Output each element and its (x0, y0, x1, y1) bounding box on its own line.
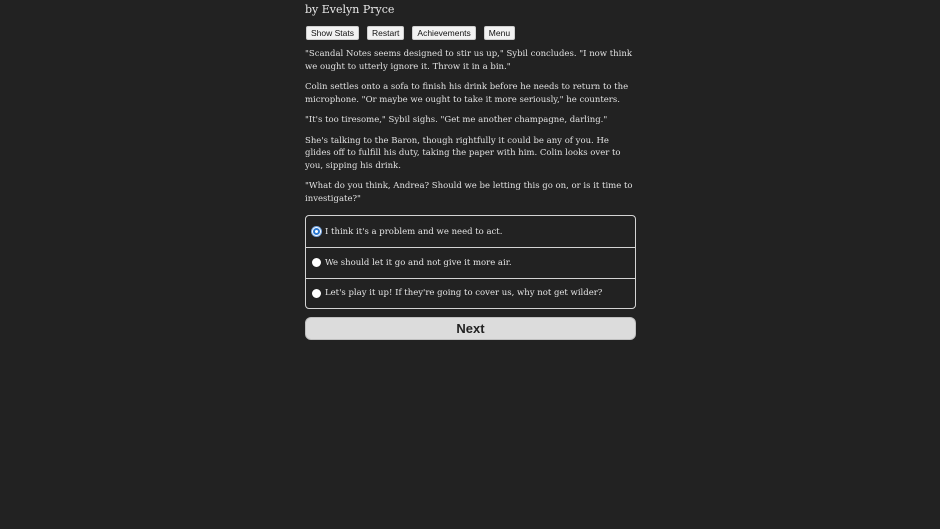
radio-button[interactable] (312, 289, 321, 298)
choice-option-2[interactable] (306, 247, 635, 278)
restart-button[interactable]: Restart (367, 26, 404, 40)
story-passage (305, 48, 636, 205)
game-container (305, 0, 636, 340)
choice-list (305, 215, 636, 309)
choice-option-3[interactable] (306, 278, 635, 309)
passage-paragraph: "What do you think, Andrea? Should we be letting this go on, or is it time to investigate?" (305, 181, 633, 204)
radio-button[interactable] (312, 258, 321, 267)
choice-label: I think it's a problem and we need to act. (325, 226, 503, 237)
choice-label: We should let it go and not give it more air. (325, 257, 512, 268)
choice-option-1[interactable] (306, 216, 635, 247)
choice-label: Let's play it up! If they're going to cover us, why not get wilder? (325, 288, 603, 299)
passage-paragraph: "It's too tiresome," Sybil sighs. "Get me another champagne, darling." (305, 115, 608, 125)
menu-button[interactable]: Menu (484, 26, 515, 40)
achievements-button[interactable]: Achievements (412, 26, 475, 40)
show-stats-button[interactable]: Show Stats (306, 26, 359, 40)
author-byline: by Evelyn Pryce (305, 3, 395, 16)
passage-paragraph: Colin settles onto a sofa to finish his drink before he needs to return to the microphone. "Or maybe we ought to take it more seriously," he counters. (305, 82, 629, 105)
toolbar (305, 26, 636, 40)
passage-paragraph: She's talking to the Baron, though rightfully it could be any of you. He glides off to fulfill his duty, taking the paper with him. Colin looks over to you, sipping his drink. (305, 135, 621, 171)
radio-button-selected[interactable] (312, 227, 321, 236)
next-button[interactable]: Next (305, 317, 636, 340)
passage-paragraph: "Scandal Notes seems designed to stir us up," Sybil concludes. "I now think we ought to utterly ignore it. Throw it in a bin." (305, 49, 633, 72)
